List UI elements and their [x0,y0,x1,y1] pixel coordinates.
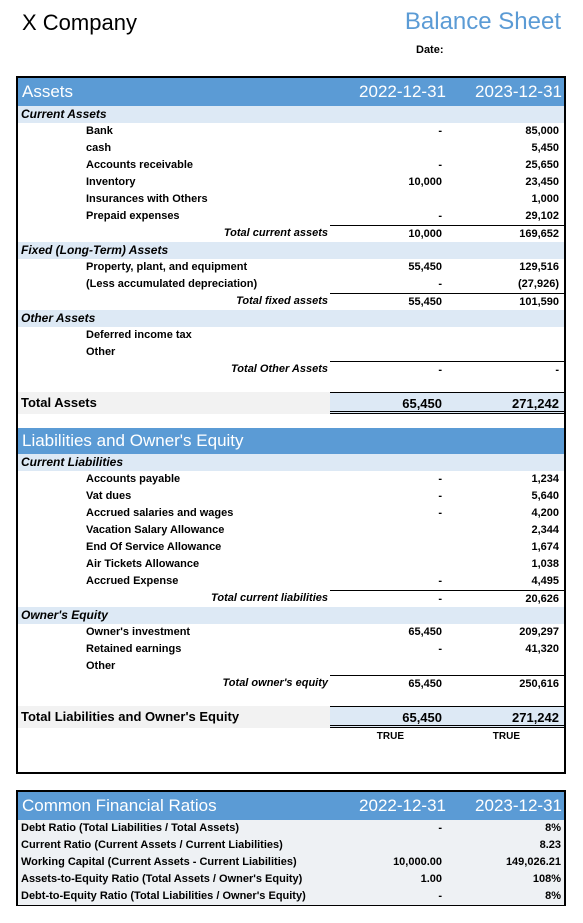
row-label: (Less accumulated depreciation) [86,278,258,290]
ratio-row [18,888,564,905]
value-2023: 1,000 [531,193,559,205]
table-row [18,539,564,556]
value-2022: - [438,159,442,171]
row-label: cash [86,142,112,154]
liabilities-heading: Liabilities and Owner's Equity [22,431,244,450]
section-label: Current Liabilities [21,455,124,469]
row-label: Property, plant, and equipment [86,261,248,273]
table-row [18,259,564,276]
subtotal-2023: 101,590 [446,293,564,311]
balance-check-row [18,728,564,745]
table-row [18,276,564,293]
table-row [18,641,564,658]
row-label: Accounts receivable [86,159,193,171]
section-owners-equity [18,607,564,624]
value-2022: - [438,278,442,290]
subtotal-label: Total owner's equity [222,677,328,689]
ratio-2023: 8.23 [539,839,561,851]
value-2022: - [438,507,442,519]
value-2023: 25,650 [525,159,559,171]
ratios-heading: Common Financial Ratios [22,796,217,815]
balance-sheet-table [16,76,566,774]
total-assets-2022: 65,450 [330,392,446,414]
row-label: Retained earnings [86,643,182,655]
liabilities-header-row [18,428,564,454]
subtotal-row [18,293,564,310]
row-label: Accrued salaries and wages [86,507,234,519]
subtotal-2022: 10,000 [330,225,446,243]
value-2023: 5,640 [531,490,559,502]
balance-check-2022: TRUE [376,731,404,742]
subtotal-2023: 250,616 [446,675,564,693]
value-2023: 23,450 [525,176,559,188]
ratio-2022: - [438,890,442,902]
section-other-assets [18,310,564,327]
subtotal-row [18,361,564,378]
value-2023: 4,200 [531,507,559,519]
row-label: Other [86,346,116,358]
row-label: Prepaid expenses [86,210,180,222]
ratio-2023: 149,026.21 [505,856,561,868]
value-2023: 209,297 [519,626,559,638]
ratio-2022: - [438,822,442,834]
value-2023: 1,674 [531,541,559,553]
subtotal-2023: 20,626 [446,590,564,608]
row-label: Accounts payable [86,473,181,485]
table-row [18,157,564,174]
page-title: Balance Sheet [404,8,561,35]
section-current-liabilities [18,454,564,471]
row-label: Accrued Expense [86,575,179,587]
table-row [18,174,564,191]
subtotal-label: Total current assets [223,227,328,239]
value-2023: 85,000 [525,125,559,137]
total-assets-label: Total Assets [21,395,97,410]
date-label: Date: [416,44,444,56]
subtotal-2022: - [330,361,446,379]
table-row [18,488,564,505]
ratio-2022: 1.00 [420,873,442,885]
section-label: Owner's Equity [21,608,108,622]
ratio-label: Debt Ratio (Total Liabilities / Total Assets) [21,822,239,834]
subtotal-2023: 169,652 [446,225,564,243]
ratios-table [16,790,566,906]
subtotal-2023: - [446,361,564,379]
subtotal-2022: 65,450 [330,675,446,693]
subtotal-row [18,590,564,607]
table-row [18,471,564,488]
row-label: Deferred income tax [86,329,192,341]
column-header-2023: 2023-12-31 [475,796,562,815]
table-row [18,658,564,675]
ratio-label: Current Ratio (Current Assets / Current Liabilities) [21,839,283,851]
column-header-2023: 2023-12-31 [475,82,562,101]
table-row [18,344,564,361]
value-2022: - [438,125,442,137]
balance-check-2023: TRUE [492,731,520,742]
value-2023: (27,926) [518,278,559,290]
value-2022: - [438,575,442,587]
total-liabilities-equity-row [18,706,564,728]
value-2023: 2,344 [531,524,559,536]
ratio-label: Assets-to-Equity Ratio (Total Assets / Owner's Equity) [21,873,303,885]
assets-heading: Assets [22,82,74,101]
row-label: Owner's investment [86,626,191,638]
ratio-row [18,837,564,854]
subtotal-label: Total fixed assets [236,295,328,307]
ratio-2023: 8% [545,890,561,902]
assets-header-row [18,78,564,106]
table-row [18,556,564,573]
value-2023: 29,102 [525,210,559,222]
row-label: Vacation Salary Allowance [86,524,225,536]
value-2023: 1,038 [531,558,559,570]
ratio-row [18,854,564,871]
subtotal-2022: - [330,590,446,608]
section-label: Current Assets [21,107,107,121]
ratio-row [18,871,564,888]
table-row [18,191,564,208]
value-2022: - [438,210,442,222]
total-liabilities-2022: 65,450 [330,706,446,728]
row-label: Air Tickets Allowance [86,558,200,570]
total-liabilities-2023: 271,242 [446,706,564,728]
value-2022: 65,450 [408,626,442,638]
table-row [18,505,564,522]
table-row [18,573,564,590]
value-2023: 1,234 [531,473,559,485]
row-label: End Of Service Allowance [86,541,222,553]
section-label: Fixed (Long-Term) Assets [21,243,169,257]
section-label: Other Assets [21,311,96,325]
ratios-header-row [18,792,564,820]
total-assets-row [18,392,564,414]
section-fixed-assets [18,242,564,259]
table-row [18,522,564,539]
ratio-label: Working Capital (Current Assets - Current Liabilities) [21,856,297,868]
column-header-2022: 2022-12-31 [359,82,446,101]
ratio-row [18,820,564,837]
column-header-2022: 2022-12-31 [359,796,446,815]
ratio-2023: 108% [532,873,561,885]
value-2022: 55,450 [408,261,442,273]
section-current-assets [18,106,564,123]
subtotal-label: Total Other Assets [231,363,328,375]
value-2022: 10,000 [408,176,442,188]
table-row [18,140,564,157]
row-label: Inventory [86,176,136,188]
row-label: Other [86,660,116,672]
ratio-label: Debt-to-Equity Ratio (Total Liabilities / Owner's Equity) [21,890,306,902]
ratio-2022: 10,000.00 [393,856,442,868]
subtotal-2022: 55,450 [330,293,446,311]
subtotal-label: Total current liabilities [211,592,328,604]
value-2023: 4,495 [531,575,559,587]
value-2023: 129,516 [519,261,559,273]
value-2022: - [438,643,442,655]
ratio-2023: 8% [545,822,561,834]
value-2022: - [438,490,442,502]
subtotal-row [18,225,564,242]
total-liabilities-label: Total Liabilities and Owner's Equity [21,709,240,724]
table-row [18,327,564,344]
company-name: X Company [22,10,137,35]
value-2023: 41,320 [525,643,559,655]
table-row [18,624,564,641]
subtotal-row [18,675,564,692]
table-row [18,123,564,140]
row-label: Vat dues [86,490,132,502]
row-label: Bank [86,125,113,137]
row-label: Insurances with Others [86,193,208,205]
total-assets-2023: 271,242 [446,392,564,414]
value-2023: 5,450 [531,142,559,154]
table-row [18,208,564,225]
value-2022: - [438,473,442,485]
